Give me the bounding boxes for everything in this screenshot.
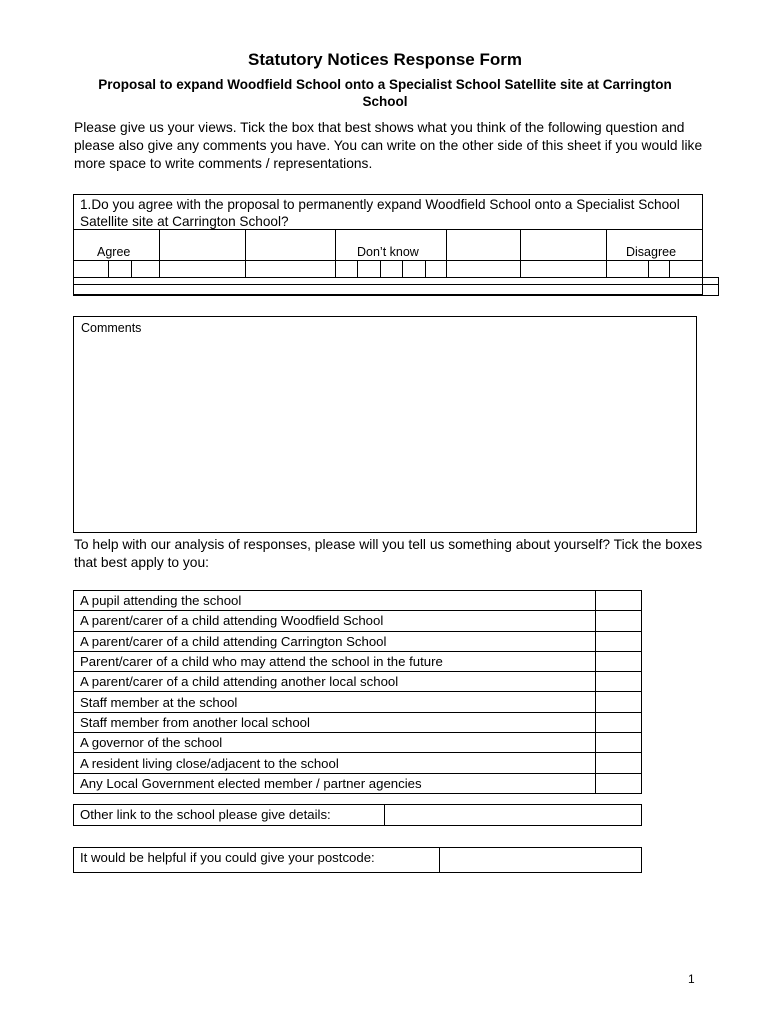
other-link-label: Other link to the school please give details:: [80, 807, 331, 822]
scale-label-dont-know: Don’t know: [357, 245, 419, 259]
scale-column-line: [335, 229, 336, 277]
scale-column-line: [446, 229, 447, 277]
option-checkbox[interactable]: [596, 733, 642, 753]
table-row: [74, 692, 642, 712]
postcode-input[interactable]: [440, 848, 641, 872]
tick-box-divider: [357, 260, 358, 277]
table-row: [74, 753, 642, 773]
scale-column-line: [520, 229, 521, 277]
table-row: [74, 631, 642, 651]
option-label: A resident living close/adjacent to the school: [74, 753, 596, 773]
table-row: [74, 591, 642, 611]
option-label: Any Local Government elected member / partner agencies: [74, 773, 596, 793]
option-checkbox[interactable]: [596, 753, 642, 773]
form-title: Statutory Notices Response Form: [248, 50, 522, 69]
scale-column-line: [606, 229, 607, 277]
option-label: A governor of the school: [74, 733, 596, 753]
option-checkbox[interactable]: [596, 651, 642, 671]
option-checkbox[interactable]: [596, 631, 642, 651]
q1-divider: [73, 277, 719, 278]
form-subtitle: Proposal to expand Woodfield School onto a Specialist School Satellite site at Carrington School: [98, 77, 672, 109]
table-row: [74, 672, 642, 692]
page-number: 1: [688, 972, 695, 986]
option-checkbox[interactable]: [596, 591, 642, 611]
about-you-prompt: To help with our analysis of responses, please will you tell us something about yourself? Tick the boxes that best apply to you:: [74, 537, 703, 570]
intro-text: Please give us your views. Tick the box that best shows what you think of the following question and please also give any comments you have. You can write on the other side of this sheet if you would like more space to write comments / representations.: [74, 120, 703, 171]
agree-checkbox[interactable]: [109, 261, 130, 276]
respondent-type-table: [73, 590, 642, 794]
scale-label-agree: Agree: [97, 245, 131, 259]
option-label: A parent/carer of a child attending another local school: [74, 672, 596, 692]
disagree-checkbox[interactable]: [649, 261, 668, 276]
option-label: Staff member from another local school: [74, 712, 596, 732]
option-label: A pupil attending the school: [74, 591, 596, 611]
option-checkbox[interactable]: [596, 712, 642, 732]
option-checkbox[interactable]: [596, 611, 642, 631]
other-link-input[interactable]: [385, 805, 641, 825]
table-row: [74, 733, 642, 753]
question-1-text: 1.Do you agree with the proposal to permanently expand Woodfield School onto a Specialist School Satellite site at Carrington School?: [80, 197, 680, 229]
tick-box-divider: [131, 260, 132, 277]
option-label: A parent/carer of a child attending Woodfield School: [74, 611, 596, 631]
comments-textarea[interactable]: [73, 316, 697, 533]
tick-box-divider: [402, 260, 403, 277]
option-checkbox[interactable]: [596, 672, 642, 692]
option-label: A parent/carer of a child attending Carrington School: [74, 631, 596, 651]
table-row: [74, 651, 642, 671]
table-row: [74, 712, 642, 732]
dont-know-checkbox[interactable]: [381, 261, 401, 276]
q1-divider: [73, 229, 703, 230]
option-checkbox[interactable]: [596, 773, 642, 793]
postcode-label: It would be helpful if you could give your postcode:: [80, 850, 375, 865]
q1-divider: [73, 295, 719, 296]
option-label: Parent/carer of a child who may attend the school in the future: [74, 651, 596, 671]
option-checkbox[interactable]: [596, 692, 642, 712]
scale-column-line: [159, 229, 160, 277]
scale-column-line: [245, 229, 246, 277]
q1-divider: [73, 284, 719, 285]
option-label: Staff member at the school: [74, 692, 596, 712]
table-row: [74, 611, 642, 631]
scale-label-disagree: Disagree: [626, 245, 677, 259]
tick-box-divider: [425, 260, 426, 277]
tick-box-divider: [669, 260, 670, 277]
q1-divider: [718, 277, 719, 295]
comments-label: Comments: [81, 321, 142, 335]
table-row: [74, 773, 642, 793]
